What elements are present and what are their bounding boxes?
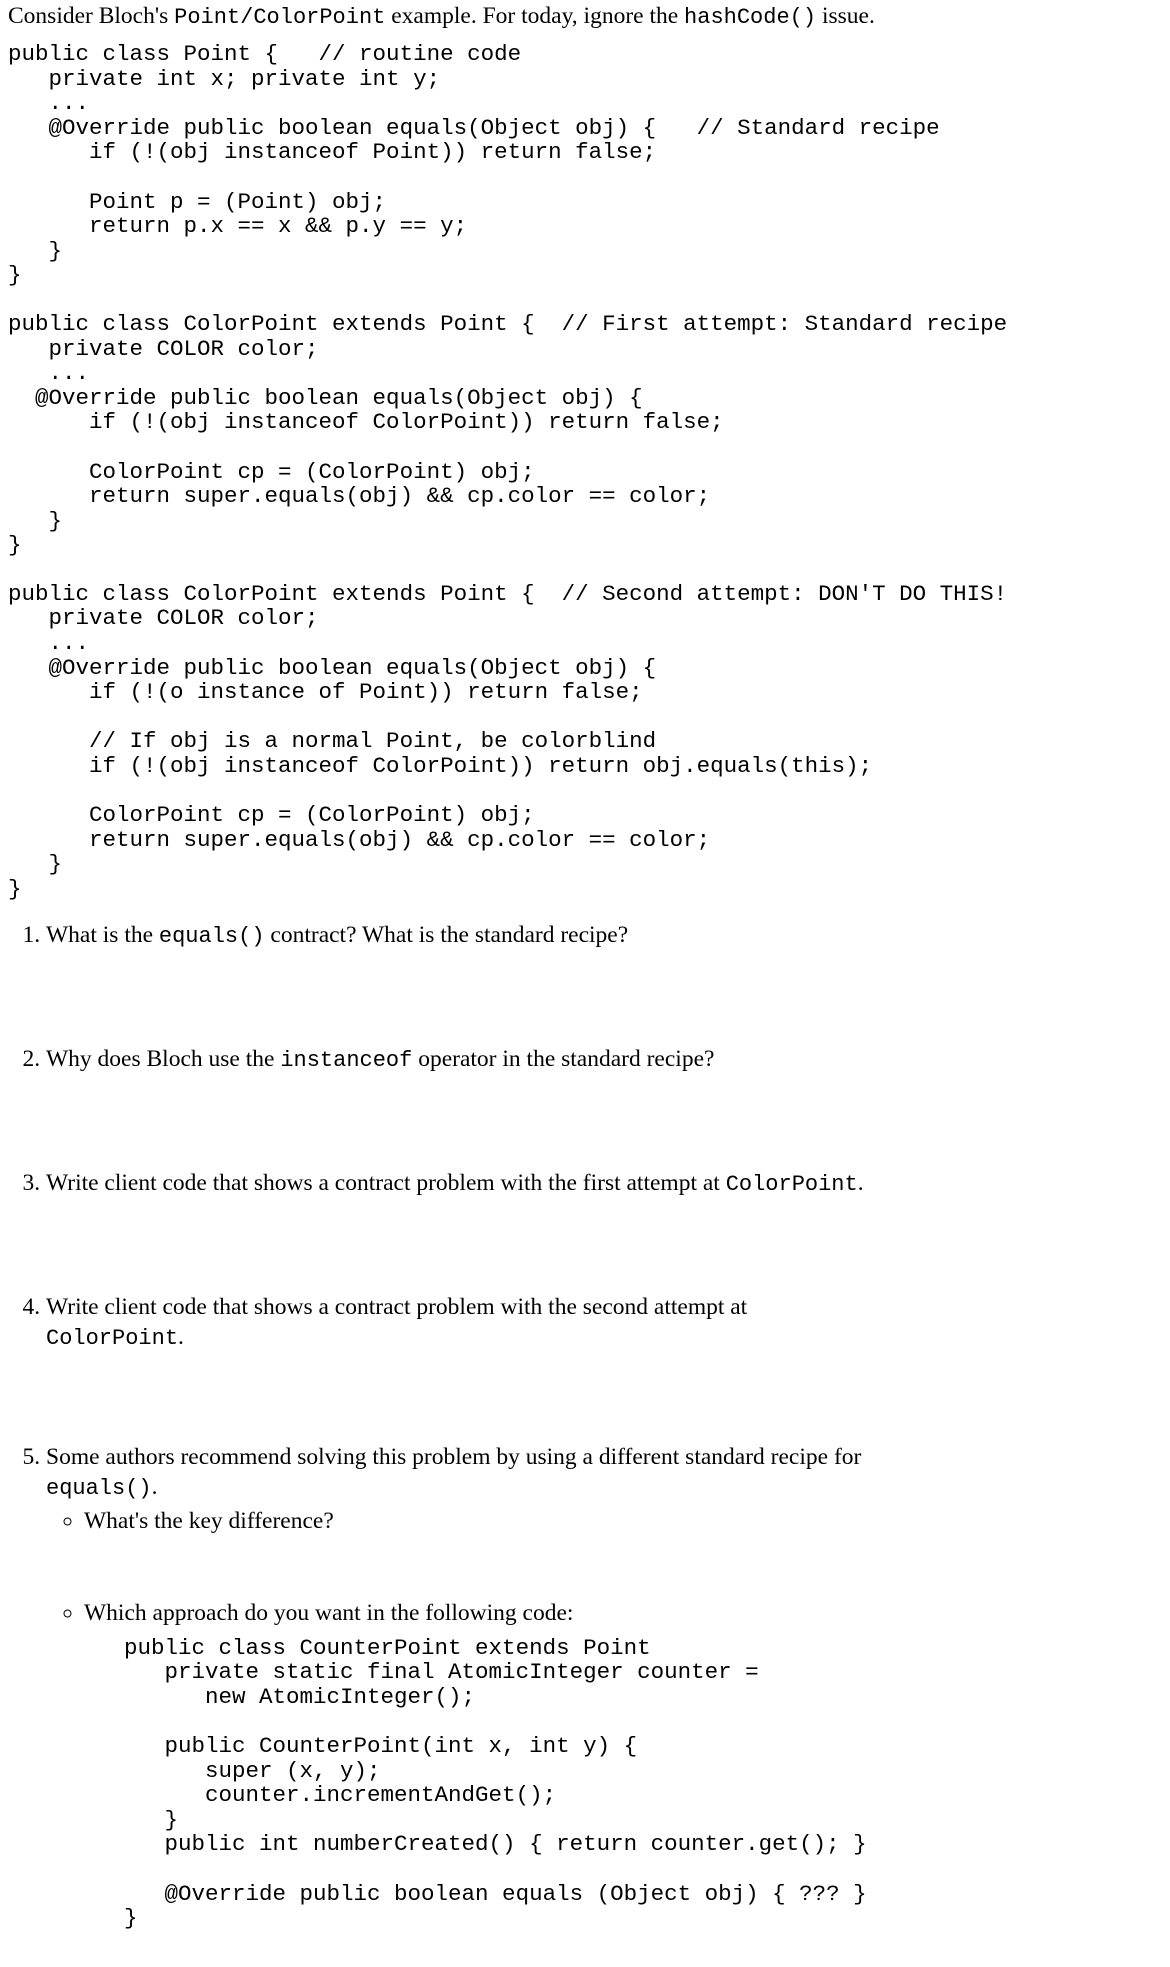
- intro-paragraph: [8, 0, 1170, 33]
- question-5-subitem-1-text: What's the key difference?: [84, 1507, 334, 1534]
- question-5-subitem-1: [84, 1506, 1170, 1536]
- question-5-subitem-2: [84, 1598, 1170, 1931]
- question-3-text-b: .: [857, 1169, 864, 1196]
- question-3-text-a: Write client code that shows a contract problem with the first attempt at: [46, 1169, 726, 1196]
- colorpoint-second-attempt-code: public class ColorPoint extends Point { // Second attempt: DON'T DO THIS! private COLOR color; ... @Override public boolean equals(Object obj) { if (!(o instance of Point)) return false; // If obj is a normal Point, be colorblind if (!(obj instanceof ColorPoint)) return obj.equals(this); ColorPoint cp = (ColorPoint) obj; return super.equals(obj) && cp.color == color; } }: [8, 580, 1008, 902]
- question-5-text-b: .: [151, 1473, 158, 1500]
- question-2: [46, 1044, 1170, 1076]
- question-2-text-a: Why does Bloch use the: [46, 1045, 281, 1072]
- question-3: [46, 1168, 1170, 1200]
- question-4-text-a: Write client code that shows a contract problem with the second attempt at: [46, 1293, 748, 1320]
- question-1-text-b: contract? What is the standard recipe?: [264, 921, 629, 948]
- question-5-code: equals(): [46, 1475, 152, 1501]
- question-list: [8, 920, 1170, 1931]
- intro-text-1: Consider Bloch's: [8, 3, 175, 29]
- colorpoint-first-attempt-code: public class ColorPoint extends Point { // First attempt: Standard recipe private COLOR color; ... @Override public boolean equals(Object obj) { if (!(obj instanceof ColorPoint)) return false; ColorPoint cp = (ColorPoint) obj; return super.equals(obj) && cp.color == color; } }: [8, 310, 1008, 559]
- question-4: [46, 1292, 1170, 1354]
- question-4-code: ColorPoint: [46, 1325, 179, 1351]
- question-5-subitems: [46, 1506, 1170, 1931]
- intro-code-point-colorpoint: Point/ColorPoint: [174, 5, 386, 30]
- question-5-text-a: Some authors recommend solving this problem by using a different standard recipe for: [46, 1443, 862, 1470]
- intro-code-hashcode: hashCode(): [684, 5, 817, 30]
- question-2-text-b: operator in the standard recipe?: [412, 1045, 715, 1072]
- intro-text-3: issue.: [816, 3, 875, 29]
- question-1-text-a: What is the: [46, 921, 159, 948]
- question-2-code: instanceof: [280, 1047, 413, 1073]
- question-1-code: equals(): [158, 923, 265, 949]
- question-3-code: ColorPoint: [725, 1171, 858, 1197]
- question-1: [46, 920, 1170, 952]
- question-5-subitem-2-text: Which approach do you want in the following code:: [84, 1599, 574, 1626]
- question-5: [46, 1442, 1170, 1931]
- counterpoint-class-code: public class CounterPoint extends Point private static final AtomicInteger counter = new AtomicInteger(); public CounterPoint(int x, int y) { super (x, y); counter.incrementAndGet(); } public int numberCreated() { return counter.get(); } @Override public boolean equals (Object obj) { ??? } }: [124, 1634, 867, 1932]
- intro-text-2: example. For today, ignore the: [385, 3, 685, 29]
- question-4-text-b: .: [178, 1323, 184, 1350]
- point-class-code: public class Point { // routine code private int x; private int y; ... @Override public boolean equals(Object obj) { // Standard recipe if (!(obj instanceof Point)) return false; Point p = (Point) obj; return p.x == x && p.y == y; } }: [8, 41, 940, 289]
